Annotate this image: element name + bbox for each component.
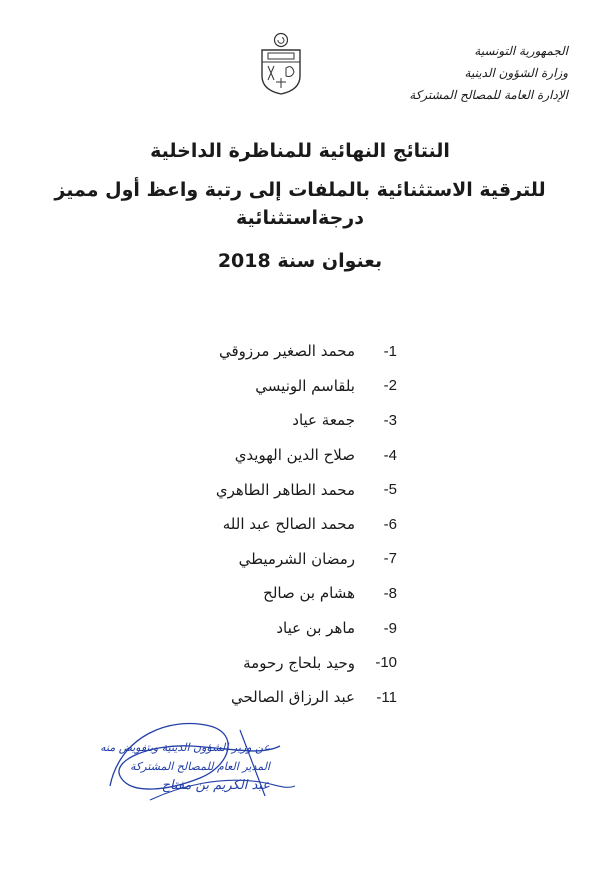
signature-authority: عن وزير الشؤون الدينية وبتفويض منه	[100, 741, 270, 754]
item-name: ماهر بن عياد	[276, 619, 355, 638]
list-item	[157, 334, 397, 369]
item-name: صلاح الدين الهويدي	[234, 446, 355, 465]
ministry-header	[268, 40, 568, 106]
item-number: 7-	[383, 550, 397, 568]
item-number: 1-	[383, 342, 397, 360]
header-directorate: الإدارة العامة للمصالح المشتركة	[409, 88, 568, 102]
list-item	[157, 576, 397, 611]
item-name: محمد الصالح عبد الله	[222, 515, 355, 534]
item-name: وحيد بلحاج رحومة	[243, 653, 355, 672]
document-title: النتائج النهائية للمناظرة الداخلية	[150, 140, 450, 162]
item-name: بلقاسم الونيسي	[255, 376, 355, 395]
item-number: 3-	[383, 411, 397, 429]
list-item	[157, 542, 397, 577]
item-name: محمد الصغير مرزوقي	[218, 342, 355, 361]
header-ministry: وزارة الشؤون الدينية	[464, 66, 568, 80]
list-item	[157, 438, 397, 473]
signature-title: المدير العام للمصالح المشتركة	[130, 760, 270, 773]
item-number: 10-	[375, 654, 397, 672]
title-block	[30, 140, 570, 272]
item-number: 5-	[383, 481, 397, 499]
results-list	[157, 334, 397, 715]
header-republic: الجمهورية التونسية	[474, 44, 568, 58]
item-name: محمد الطاهر الطاهري	[215, 480, 355, 499]
item-number: 8-	[383, 584, 397, 602]
list-item	[157, 611, 397, 646]
item-number: 11-	[376, 688, 397, 706]
tunisia-coat-of-arms-icon	[256, 32, 306, 96]
list-item	[157, 507, 397, 542]
item-name: هشام بن صالح	[263, 584, 355, 603]
signature-name: عبد الكريم بن مفتاح	[161, 778, 270, 793]
signature-block	[80, 738, 270, 795]
item-number: 6-	[383, 515, 397, 533]
item-number: 4-	[383, 446, 397, 464]
list-item	[157, 403, 397, 438]
item-name: جمعة عياد	[292, 411, 355, 430]
document-year: بعنوان سنة 2018	[217, 250, 383, 272]
document-subtitle: للترقية الاستثنائية بالملفات إلى رتبة واعظ أول مميز	[54, 179, 546, 201]
item-number: 9-	[383, 619, 397, 637]
item-number: 2-	[383, 377, 397, 395]
list-item	[157, 645, 397, 680]
item-name: رمضان الشرميطي	[238, 549, 355, 568]
list-item	[157, 680, 397, 715]
list-item	[157, 472, 397, 507]
list-item	[157, 369, 397, 404]
item-name: عبد الرزاق الصالحي	[230, 688, 355, 707]
document-subtitle-grade: درجةاستثنائية	[236, 207, 364, 229]
